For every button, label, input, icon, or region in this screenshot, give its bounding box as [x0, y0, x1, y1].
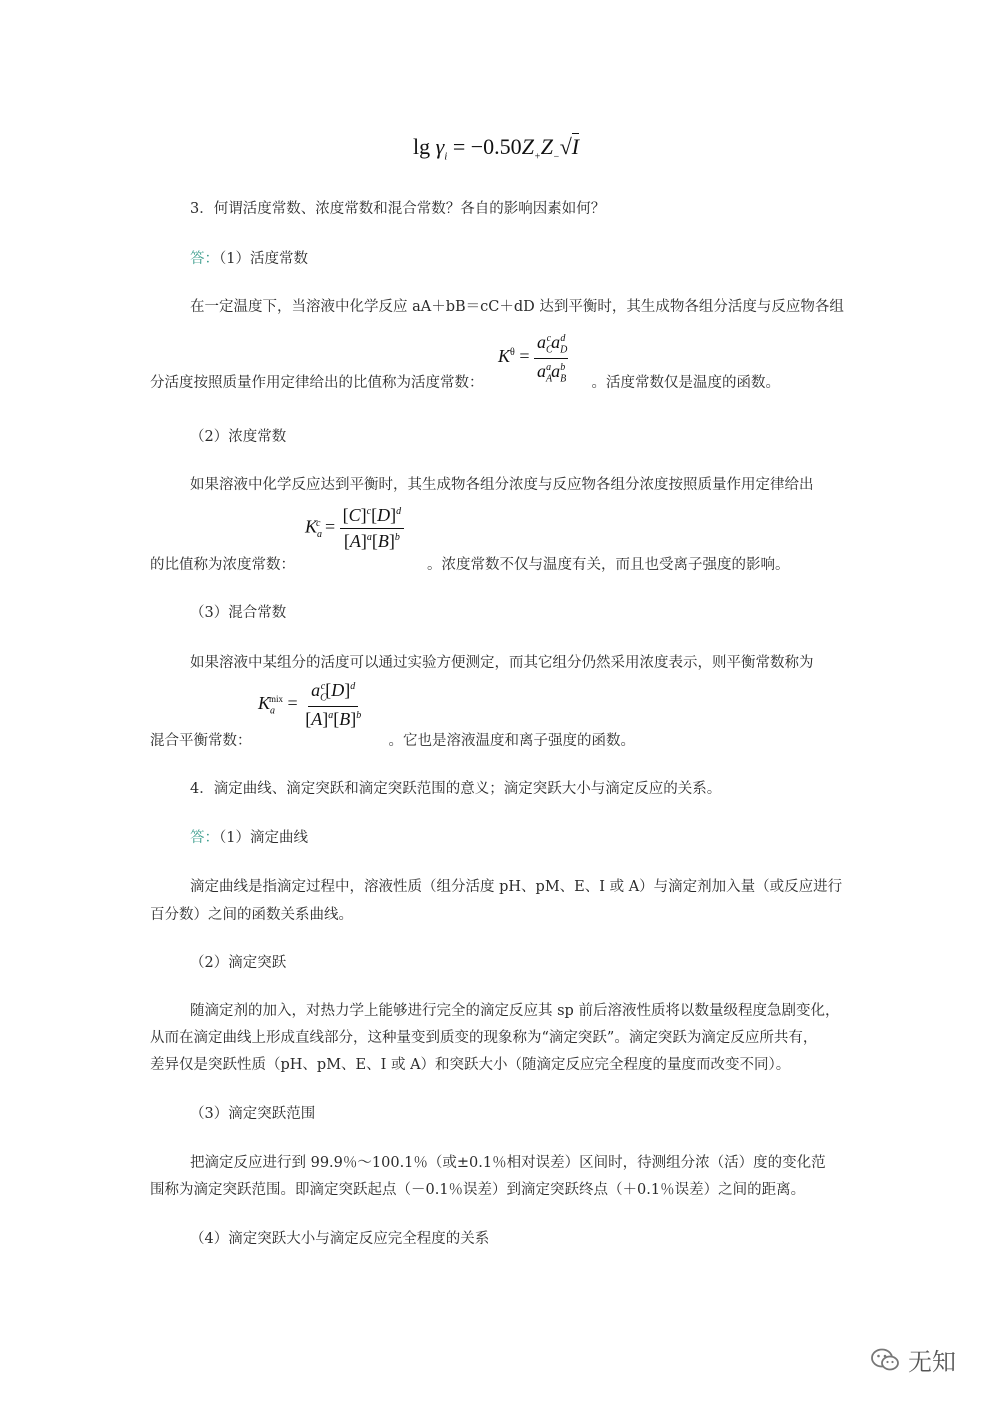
watermark-text: 无知	[908, 1348, 956, 1376]
paragraph-line: 混合平衡常数： 。它也是溶液温度和离子强度的函数。	[150, 733, 635, 749]
subheading: （4）滴定突跃大小与滴定反应完全程度的关系	[190, 1231, 490, 1247]
paragraph-line: 随滴定剂的加入，对热力学上能够进行完全的滴定反应其 sp 前后溶液性质将以数量级程度急剧变化，	[190, 1003, 840, 1019]
answer-4	[190, 829, 308, 847]
paragraph-line: 的比值称为浓度常数： 。浓度常数不仅与温度有关，而且也受离子强度的影响。	[150, 557, 790, 573]
answer-3	[190, 250, 308, 268]
subheading: （3）混合常数	[190, 605, 287, 621]
paragraph-line: 百分数）之间的函数关系曲线。	[150, 907, 353, 923]
paragraph-line: 把滴定反应进行到 99.9％～100.1％（或±0.1％相对误差）区间时，待测组分浓（活）度的变化范	[190, 1155, 826, 1171]
subheading: （1）滴定曲线	[219, 830, 308, 846]
formula-lg-gamma: $\lg \gamma_i = -0.50Z_+Z_-√I$	[413, 134, 580, 163]
paragraph-line: 围称为滴定突跃范围。即滴定突跃起点（－0.1％误差）到滴定突跃终点（＋0.1％误差）之间的距离。	[150, 1182, 806, 1198]
paragraph-line: 如果溶液中某组分的活度可以通过实验方便测定，而其它组分仍然采用浓度表示，则平衡常数称为	[190, 655, 814, 671]
paragraph-line: 如果溶液中化学反应达到平衡时，其生成物各组分浓度与反应物各组分浓度按照质量作用定律给出	[190, 477, 814, 493]
question-3: 3．何谓活度常数、浓度常数和混合常数？各自的影响因素如何？	[190, 201, 606, 217]
answer-label: 答：	[190, 251, 219, 267]
paragraph-line: 滴定曲线是指滴定过程中，溶液性质（组分活度 pH、pM、E、I 或 A）与滴定剂加入量（或反应进行	[190, 879, 843, 895]
subheading: （1）活度常数	[219, 251, 308, 267]
subheading: （2）滴定突跃	[190, 955, 287, 971]
subheading: （3）滴定突跃范围	[190, 1106, 316, 1122]
paragraph-line: 在一定温度下，当溶液中化学反应 aA＋bB＝cC＋dD 达到平衡时，其生成物各组分活度与反应物各组	[190, 299, 844, 315]
paragraph-line: 分活度按照质量作用定律给出的比值称为活度常数： 。活度常数仅是温度的函数。	[150, 375, 780, 391]
watermark	[870, 1342, 956, 1377]
paragraph-line: 从而在滴定曲线上形成直线部分，这种量变到质变的现象称为“滴定突跃”。滴定突跃为滴定反应所共有，	[150, 1030, 818, 1046]
subheading: （2）浓度常数	[190, 429, 287, 445]
question-4: 4．滴定曲线、滴定突跃和滴定突跃范围的意义；滴定突跃大小与滴定反应的关系。	[190, 781, 722, 797]
formula-mixed-constant: $K_a^{mix}$ = $\frac{a_C^c[D]^d}{[A]^a[B]^b}$	[258, 680, 362, 729]
wechat-icon	[870, 1347, 900, 1373]
answer-label: 答：	[190, 830, 219, 846]
formula-activity-constant: $K^\theta$ = $\frac{a_C^ca_D^d}{a_A^aa_B^b}$	[498, 332, 568, 385]
formula-concentration-constant: $K_a^c$ = $\frac{[C]^c[D]^d}{[A]^a[B]^b}$	[305, 505, 404, 552]
paragraph-line: 差异仅是突跃性质（pH、pM、E、I 或 A）和突跃大小（随滴定反应完全程度的量度而改变不同）。	[150, 1057, 791, 1073]
